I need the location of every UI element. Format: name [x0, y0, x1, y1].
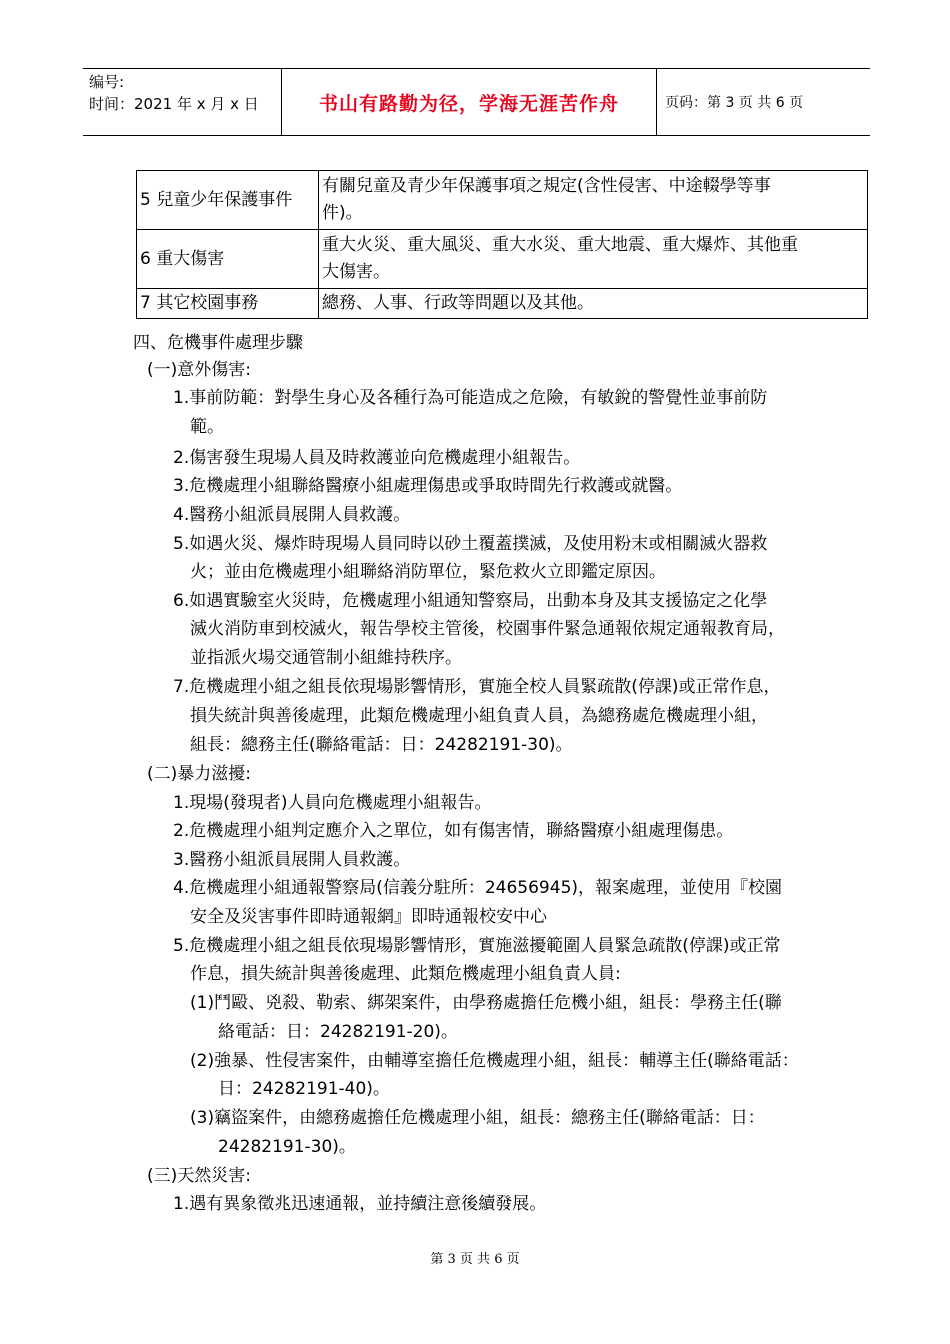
header-motto-cell: [282, 69, 657, 135]
paragraph-line: (2)強暴、性侵害案件，由輔導室擔任危機處理小組，組長：輔導主任(聯絡電話：: [190, 1051, 799, 1071]
paragraph-line: 4.醫務小組派員展開人員救護。: [173, 505, 411, 525]
category-table: [136, 170, 868, 319]
section-heading: 四、危機事件處理步驟: [133, 333, 303, 353]
paragraph-line: 2.傷害發生現場人員及時救護並向危機處理小組報告。: [173, 448, 581, 468]
header-meta: [83, 69, 282, 135]
subsection-heading: (二)暴力滋擾:: [147, 764, 251, 784]
category-description-line: 總務、人事、行政等問題以及其他。: [322, 293, 594, 313]
paragraph-line: 6.如遇實驗室火災時，危機處理小組通知警察局，出動本身及其支援協定之化學: [173, 591, 768, 611]
paragraph-line: (3)竊盜案件，由總務處擔任危機處理小組，組長：總務主任(聯絡電話：日：: [190, 1108, 765, 1128]
paragraph-line: 作息，損失統計與善後處理、此類危機處理小組負責人員:: [190, 964, 621, 984]
paragraph-line: 5.危機處理小組之組長依現場影響情形，實施滋擾範圍人員緊急疏散(停課)或正常: [173, 936, 781, 956]
category-name: 7 其它校園事務: [137, 289, 319, 319]
category-description-line: 大傷害。: [322, 262, 390, 282]
paragraph-line: 組長：總務主任(聯絡電話：日：24282191-30)。: [190, 735, 573, 755]
paragraph-line: 絡電話：日：24282191-20)。: [218, 1022, 458, 1042]
paragraph-line: 日：24282191-40)。: [218, 1079, 390, 1099]
header-number-label: 编号:: [89, 73, 125, 91]
header-page-info: 页码：第 3 页 共 6 页: [665, 95, 804, 111]
subsection-heading: (三)天然災害:: [147, 1166, 251, 1186]
table-row: [137, 289, 868, 319]
paragraph-line: 3.醫務小組派員展開人員救護。: [173, 850, 411, 870]
category-description: [319, 230, 868, 289]
paragraph-line: 1.遇有異象徵兆迅速通報，並持續注意後續發展。: [173, 1194, 547, 1214]
page-header: [83, 68, 870, 136]
table-row: [137, 171, 868, 230]
paragraph-line: 24282191-30)。: [218, 1137, 356, 1157]
subsection-heading: (一)意外傷害:: [147, 360, 251, 380]
paragraph-line: 安全及災害事件即時通報網』即時通報校安中心: [190, 907, 547, 927]
category-description-line: 重大火災、重大風災、重大水災、重大地震、重大爆炸、其他重: [322, 235, 798, 255]
paragraph-line: (1)鬥毆、兇殺、勒索、綁架案件，由學務處擔任危機小組，組長：學務主任(聯: [190, 993, 782, 1013]
paragraph-line: 並指派火場交通管制小組維持秩序。: [190, 648, 462, 668]
category-name: 6 重大傷害: [137, 230, 319, 289]
category-description: [319, 289, 868, 319]
paragraph-line: 損失統計與善後處理，此類危機處理小組負責人員，為總務處危機處理小組，: [190, 706, 768, 726]
paragraph-line: 5.如遇火災、爆炸時現場人員同時以砂土覆蓋撲滅，及使用粉末或相關滅火器救: [173, 534, 768, 554]
paragraph-line: 4.危機處理小組通報警察局(信義分駐所：24656945)，報案處理，並使用『校園: [173, 878, 783, 898]
paragraph-line: 火；並由危機處理小組聯絡消防單位，緊危救火立即鑑定原因。: [190, 562, 666, 582]
table-row: [137, 230, 868, 289]
paragraph-line: 2.危機處理小組判定應介入之單位，如有傷害情，聯絡醫療小組處理傷患。: [173, 821, 734, 841]
paragraph-line: 1.事前防範：對學生身心及各種行為可能造成之危險，有敏銳的警覺性並事前防: [173, 388, 768, 408]
header-motto: 书山有路勤为径，学海无涯苦作舟: [318, 92, 619, 115]
paragraph-line: 1.現場(發現者)人員向危機處理小組報告。: [173, 793, 492, 813]
category-description: [319, 171, 868, 230]
paragraph-line: 滅火消防車到校滅火，報告學校主管後，校園事件緊急通報依規定通報教育局，: [190, 619, 785, 639]
paragraph-line: 3.危機處理小組聯絡醫療小組處理傷患或爭取時間先行救護或就醫。: [173, 476, 683, 496]
header-time-label: 时间：2021 年 x 月 x 日: [89, 95, 259, 113]
category-name: 5 兒童少年保護事件: [137, 171, 319, 230]
page-footer: 第 3 页 共 6 页: [430, 1252, 520, 1267]
paragraph-line: 7.危機處理小組之組長依現場影響情形，實施全校人員緊疏散(停課)或正常作息，: [173, 677, 781, 697]
paragraph-line: 範。: [190, 417, 224, 437]
category-description-line: 有關兒童及青少年保護事項之規定(含性侵害、中途輟學等事: [322, 176, 771, 196]
category-description-line: 件)。: [322, 203, 363, 223]
